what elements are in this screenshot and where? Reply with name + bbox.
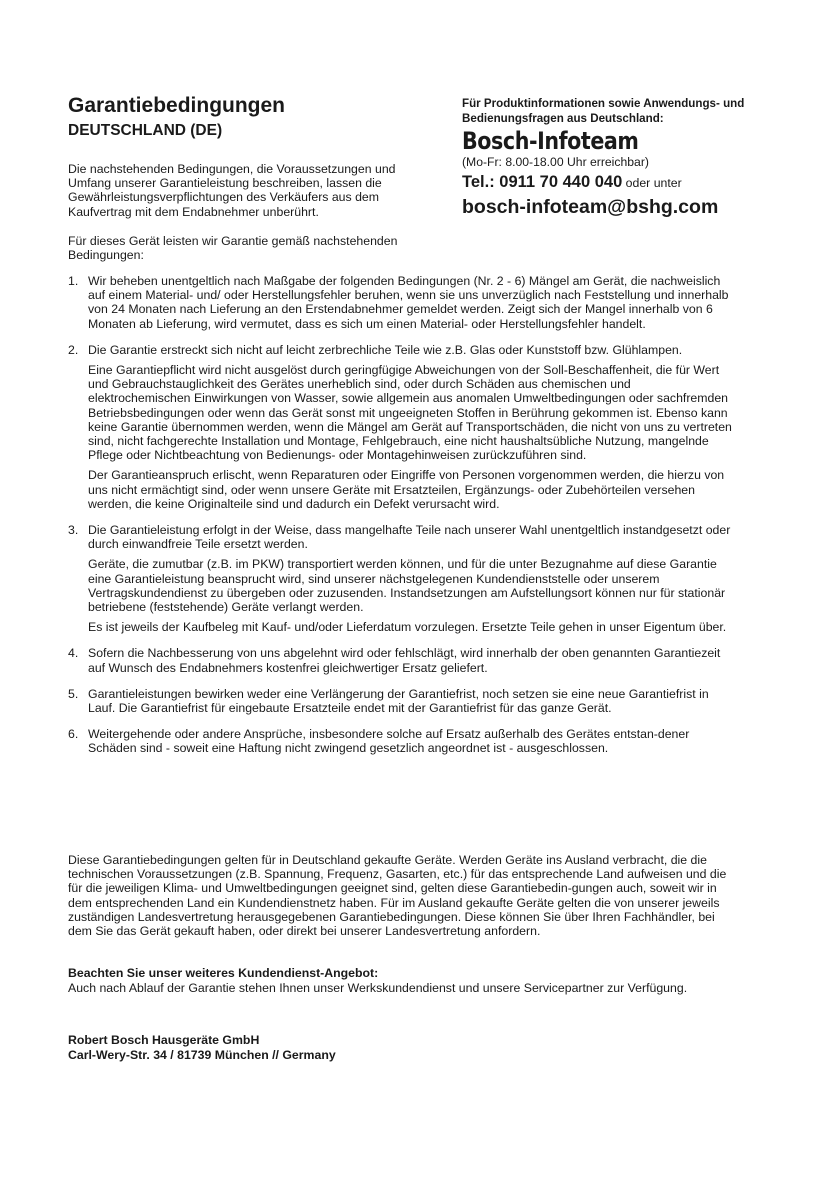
clause-text: Geräte, die zumutbar (z.B. im PKW) transportiert werden können, und für die unter Bezugnahme auf diese Garantie eine Garantieleistung beansprucht wird, sind unserer nächstgelegenen Kundendienststelle oder unserem Vertragskundendienst zu übergeben oder zuzusenden. Instandsetzungen am Aufstellungsort können nur für stationär betriebene (feststehende) Geräte verlangt werden. (88, 557, 726, 615)
service-offer-heading: Beachten Sie unser weiteres Kundendienst-Angebot: (68, 966, 379, 980)
clause-text: Weitergehende oder andere Ansprüche, insbesondere solche auf Ersatz außerhalb des Gerätes entstan-dener Schäden sind - soweit eine Haftung nicht zwingend gesetzlich angeordnet ist - ausgeschlossen. (88, 727, 690, 756)
clause-text: Es ist jeweils der Kaufbeleg mit Kauf- und/oder Lieferdatum vorzulegen. Ersetzte Teile gehen in unser Eigentum über. (88, 620, 727, 635)
service-offer-text: Auch nach Ablauf der Garantie stehen Ihnen unser Werkskundendienst und unsere Servicepartner zur Verfügung. (68, 981, 688, 995)
company-name: Robert Bosch Hausgeräte GmbH (68, 1033, 260, 1047)
contact-email[interactable]: bosch-infoteam@bshg.com (462, 196, 719, 218)
clause-text: Garantieleistungen bewirken weder eine Verlängerung der Garantiefrist, noch setzen sie eine neue Garantiefrist in Lauf. Die Garantiefrist für eingebaute Ersatzteile endet mit der Garantiefrist für das ganze Gerät. (88, 686, 709, 716)
contact-hours: (Mo-Fr: 8.00-18.00 Uhr erreichbar) (462, 155, 649, 169)
bosch-infoteam-logo-text: Bosch-Infoteam (462, 127, 639, 155)
contact-heading: Für Produktinformationen sowie Anwendungs- und Bedienungsfragen aus Deutschland: (462, 97, 745, 125)
company-address-block (68, 1033, 336, 1062)
phone-number[interactable]: 0911 70 440 040 (499, 173, 623, 191)
page-subtitle: DEUTSCHLAND (DE) (68, 122, 223, 139)
clause-text: Wir beheben unentgeltlich nach Maßgabe der folgenden Bedingungen (Nr. 2 - 6) Mängel am Gerät, die nachweislich auf einem Material- und/ oder Herstellungsfehler beruhen, wenn sie uns unverzüglich nach Feststellung und innerhalb von 24 Monaten nach Lieferung an den Erstendabnehmer gemeldet werden. Zeigt sich der Mangel innerhalb von 6 Monaten ab Lieferung, wird vermutet, dass es sich um einen Material- oder Herstellungsfehler handelt. (88, 274, 729, 331)
clause-3 (68, 523, 736, 634)
phone-suffix: oder unter (622, 176, 682, 190)
contact-phone (462, 172, 762, 193)
contact-box (462, 97, 762, 218)
clause-number: 4. (68, 646, 79, 661)
company-address: Carl-Wery-Str. 34 / 81739 München // Germany (68, 1047, 336, 1062)
intro-paragraph-2: Für dieses Gerät leisten wir Garantie gemäß nachstehenden Bedingungen: (68, 234, 398, 263)
clause-number: 5. (68, 686, 79, 701)
clause-5 (68, 687, 736, 715)
clause-1 (68, 274, 736, 331)
intro-paragraph: Die nachstehenden Bedingungen, die Voraussetzungen und Umfang unserer Garantieleistung beschreiben, lassen die Gewährleistungsverpflichtungen des Verkäufers aus dem Kaufvertrag mit dem Endabnehmer unberührt. (68, 162, 396, 219)
clause-2 (68, 343, 736, 511)
clause-text: Eine Garantiepflicht wird nicht ausgelöst durch geringfügige Abweichungen von der Soll-Beschaffenheit, die für Wert und Gebrauchstauglichkeit des Gerätes unerheblich sind, oder durch Schäden aus chemischen und elektrochemischen Einwirkungen von Wasser, sowie allgemein aus anomalen Umweltbedingungen oder sachfremden Betriebsbedingungen oder wenn das Gerät sonst mit ungeeigneten Stoffen in Berührung gekommen ist. Ebenso kann keine Garantie übernommen werden, wenn die Mängel am Gerät auf Transportschäden, die nicht von uns zu vertreten sind, nicht fachgerechte Installation und Montage, Fehlgebrauch, eine nicht haushaltsübliche Nutzung, mangelnde Pflege oder Nichtbeachtung von Bedienungs- oder Montagehinweisen zurückzuführen sind. (88, 363, 732, 463)
clause-text: Sofern die Nachbesserung von uns abgelehnt wird oder fehlschlägt, wird innerhalb der oben genannten Garantiezeit auf Wunsch des Endabnehmers kostenfrei gleichwertiger Ersatz geliefert. (88, 646, 721, 675)
page-title: Garantiebedingungen (68, 94, 286, 117)
clause-4 (68, 646, 736, 674)
warranty-clauses (68, 274, 736, 756)
clause-number: 6. (68, 727, 79, 742)
clause-6 (68, 727, 736, 755)
clause-text: Der Garantieanspruch erlischt, wenn Reparaturen oder Eingriffe von Personen vorgenommen werden, die hierzu von uns nicht ermächtigt sind, oder wenn unsere Geräte mit Ersatzteilen, Ergänzungs- oder Zubehörteilen versehen werden, die keine Originalteile sind und dadurch ein Defekt verursacht wird. (88, 468, 725, 511)
clause-number: 2. (68, 342, 79, 357)
clause-text: Die Garantie erstreckt sich nicht auf leicht zerbrechliche Teile wie z.B. Glas oder Kunststoff bzw. Glühlampen. (88, 342, 683, 357)
clause-number: 1. (68, 274, 79, 288)
clause-number: 3. (68, 523, 79, 538)
validity-paragraph: Diese Garantiebedingungen gelten für in Deutschland gekaufte Geräte. Werden Geräte ins Ausland verbracht, die die technischen Voraussetzungen (z.B. Spannung, Frequenz, Gasarten, etc.) für das entsprechende Land aufweisen und die für die jeweiligen Klima- und Umweltbedingungen geeignet sind, gelten diese Garantiebedin-gungen auch, soweit wir in dem entsprechenden Land ein Kundendienstnetz haben. Für im Ausland gekaufte Geräte gelten die von unserer jeweils zuständigen Landesvertretung herausgegebenen Garantiebedingungen. Diese können Sie über Ihren Fachhändler, bei dem Sie das Gerät gekauft haben, oder direkt bei unserer Landesvertretung anfordern. (68, 853, 727, 939)
clause-text: Die Garantieleistung erfolgt in der Weise, dass mangelhafte Teile nach unserer Wahl unentgeltlich instandgesetzt oder durch einwandfreie Teile ersetzt werden. (88, 523, 731, 552)
phone-label: Tel.: (462, 173, 500, 191)
